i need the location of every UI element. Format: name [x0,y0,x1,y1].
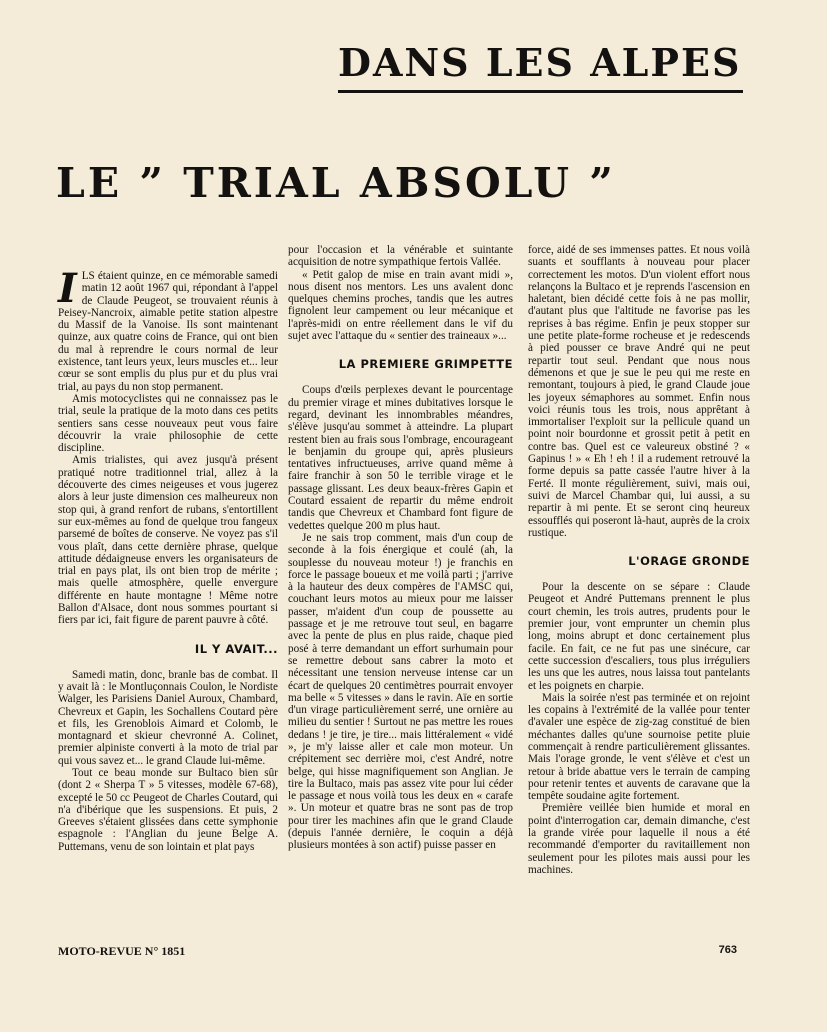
paragraph: Samedi matin, donc, branle bas de combat. Il y avait là : le Montluçonnais Coulon, le Nordiste Walger, les Parisiens Daniel Auroux, Chambard, Chevreux et Gapin, les Sochallens Coutard père et fils, les Grenoblois Aimard et Colomb, le montagnard et skieur chevronné A. Colinet, premier alpiniste converti à la moto de trial par qui vous savez et... le grand Claude lui-même. [58,668,278,767]
paragraph: Amis motocyclistes qui ne connaissez pas le trial, seule la pratique de la moto dans ces petits sentiers sans cesse nouveaux peut vous faire découvrir la vraie philosophie de cette discipline. [58,392,278,455]
article-headline: LE ” TRIAL ABSOLU ” [56,159,616,207]
subheading: IL Y AVAIT... [194,641,278,656]
subheading: LA PREMIERE GRIMPETTE [338,357,513,372]
drop-cap: I [58,265,77,312]
page-number: 763 [718,944,737,956]
column-1 [58,265,278,853]
paragraph: Pour la descente on se sépare : Claude Peugeot et André Puttemans prennent le plus court chemin, les trois autres, prudents pour le premier jour, vont emprunter un chemin plus long, moins abrupt et donc certainement plus facile. En fait, ce ne fut pas une sinécure, car cette succession d'escaliers, tous plus irréguliers les uns que les autres, nous laissa tout pantelants et les poignets en charpie. [528,581,750,692]
subheading: L'ORAGE GRONDE [628,554,750,569]
paragraph: Coups d'œils perplexes devant le pourcentage du premier virage et mines dubitatives lorsque le regard, devinant les innombrables méandres, s'élève jusqu'au sommet à atteindre. La plupart restent bien au frais sous l'ombrage, encourageant le benjamin du groupe qui, après plusieurs tentatives infructueuses, arrive quand même à faire franchir à son 50 le terrible virage et le passage glissant. Les deux beaux-frères Gapin et Coutard essaient de repartir du même endroit tandis que Chevreux et Chambard font figure de vedettes quelque 200 m plus haut. [288,384,513,532]
column-2 [288,244,513,852]
paragraph: Première veillée bien humide et moral en point d'interrogation car, demain dimanche, c'est la grande virée pour laquelle il nous a été recommandé d'emporter du ravitaillement non seulement pour les pilotes mais aussi pour les machines. [528,802,750,876]
paragraph-text: LS étaient quinze, en ce mémorable samedi matin 12 août 1967 qui, répondant à l'appel de Claude Peugeot, se trouvaient réunis à Peisey-Nancroix, aimable petite station alpestre du Massif de la Vanoise. Ils sont maintenant quinze, aux quatre coins de France, qui ont bien du mal à reprendre le cours normal de leur existence, tant leurs yeux, leurs muscles et... leur cœur se sont emplis du plus pur et du plus vrai trial, au pays du non stop permanent. [58,270,278,393]
paragraph: Je ne sais trop comment, mais d'un coup de seconde à la fois énergique et coulé (ah, la souplesse du nouveau moteur !) je franchis en force le passage boueux et me voilà parti ; j'arrive à la hauteur des deux compères de l'AMSC qui, couchant leurs motos au mieux pour me laisser passer, m'aident d'un coup de poussette au passage et je me retrouve tout seul, en bagarre avec la pente de plus en plus raide, chaque pied posé à terre demandant un effort surhumain pour se remettre debout sans cabrer la moto et nécessitant une tension nerveuse intense car un écart de quelques 20 centimètres pourrait envoyer ma belle « 5 vitesses » dans le ravin. Aïe en sortie d'un virage particulièrement serré, une ornière au milieu du sentier ! Surtout ne pas mettre les roues dedans ! je tire, je tire... mais littéralement « vidé », je m'y laisse aller et cale mon moteur. Un crépitement sec derrière moi, c'est André, notre belge, qui hisse magnifiquement son Anglian. Je tire la Bultaco, mais pas assez vite pour lui céder le passage et nous voilà tous les deux en « carafe ». Un moteur et quatre bras ne sont pas de trop pour tirer les machines afin que le grand Claude (depuis l'année dernière, le coquin a déjà plusieurs montées à son actif) puisse passer en [288,531,513,852]
section-title: DANS LES ALPES [338,40,742,85]
paragraph: « Petit galop de mise en train avant midi », nous disent nos mentors. Les uns avalent donc quelques chemins proches, tandis que les autres fignolent leur campement ou leur mécanique et l'après-midi on entre réellement dans le vif du sujet avec l'attaque du « sentier des traineaux »... [288,268,513,343]
paragraph: Amis trialistes, qui avez jusqu'à présent pratiqué notre traditionnel trial, allez à la découverte des cimes neigeuses et vous jugerez alors à leur juste dimension ces malheureux non stop qui, à grand renfort de rubans, s'entortillent sur eux-mêmes au fond de quelque trou fangeux parsemé de boîtes de conserve. Ne voyez pas s'il vous plaît, dans cette dernière phrase, quelque attitude dédaigneuse envers les organisateurs de trial en pays plat, ils ont bien trop de mérite ; mais quelle atmosphère, quelle envergure différente en haute montagne ! Même notre Ballon d'Alsace, dont nous sommes pourtant si fiers par ici, fait figure de parent pauvre à côté. [58,454,278,627]
section-title-underline [338,90,743,93]
paragraph: Mais la soirée n'est pas terminée et on rejoint les copains à l'extrémité de la vallée pour tenter d'avaler une espèce de zig-zag constitué de bien méchantes dalles qu'une sournoise petite pluie commençait à rendre particulièrement glissantes. Mais l'orage gronde, le vent s'élève et c'est un retour à bride abattue vers le terrain de camping pour retenir tentes et auvents de caravane que la tempête soudaine agite fortement. [528,691,750,803]
paragraph: Tout ce beau monde sur Bultaco bien sûr (dont 2 « Sherpa T » 5 vitesses, modèle 67-68), excepté le 50 cc Peugeot de Charles Coutard, qui n'a d'ibérique que les suspensions. Et puis, 2 Greeves s'étaient glissées dans cette symphonie espagnole : l'Anglian du jeune Belge A. Puttemans, venu de son lointain et plat pays [58,766,278,853]
paragraph: force, aidé de ses immenses pattes. Et nous voilà suants et soufflants à nouveau pour placer correctement les motos. D'un violent effort nous relançons la Bultaco et je reprends l'ascension en haletant, bien décidé cette fois à ne pas mollir, d'autant plus que l'altitude ne favorise pas les reprises à bas régime. Enfin je peux stopper sur une petite plate-forme rocheuse et je redescends à pied pousser ce brave André qui ne peut repartir tout seul. Pendant que nous nous démenons et que je sue le peu qui me reste en remontant, toujours à pied, le grand Claude joue les joyeux sémaphores au sommet. Enfin nous voici réunis tous les trois, nous apprêtant à immortaliser l'exploit sur la pellicule quand un point noir bourdonne et grossit petit à petit en contre bas. Quel est ce valeureux obstiné ? « Gapinus ! » « Eh ! eh ! il a rudement retrouvé la forme depuis sa patte cassée l'autre hiver à la Ferté. Il monte régulièrement, suivi, mais oui, suivi de Marcel Chambar qui, lui aussi, a su repartir à mi pente. Et se seront cinq heureux essoufflés qui poseront là-haut, auprès de la croix rustique. [528,244,750,539]
paragraph: pour l'occasion et la vénérable et suintante acquisition de notre sympathique fertois Vallée. [288,244,513,269]
paragraph [58,265,278,393]
column-3 [528,244,750,876]
magazine-issue-label: MOTO-REVUE N° 1851 [58,944,186,958]
